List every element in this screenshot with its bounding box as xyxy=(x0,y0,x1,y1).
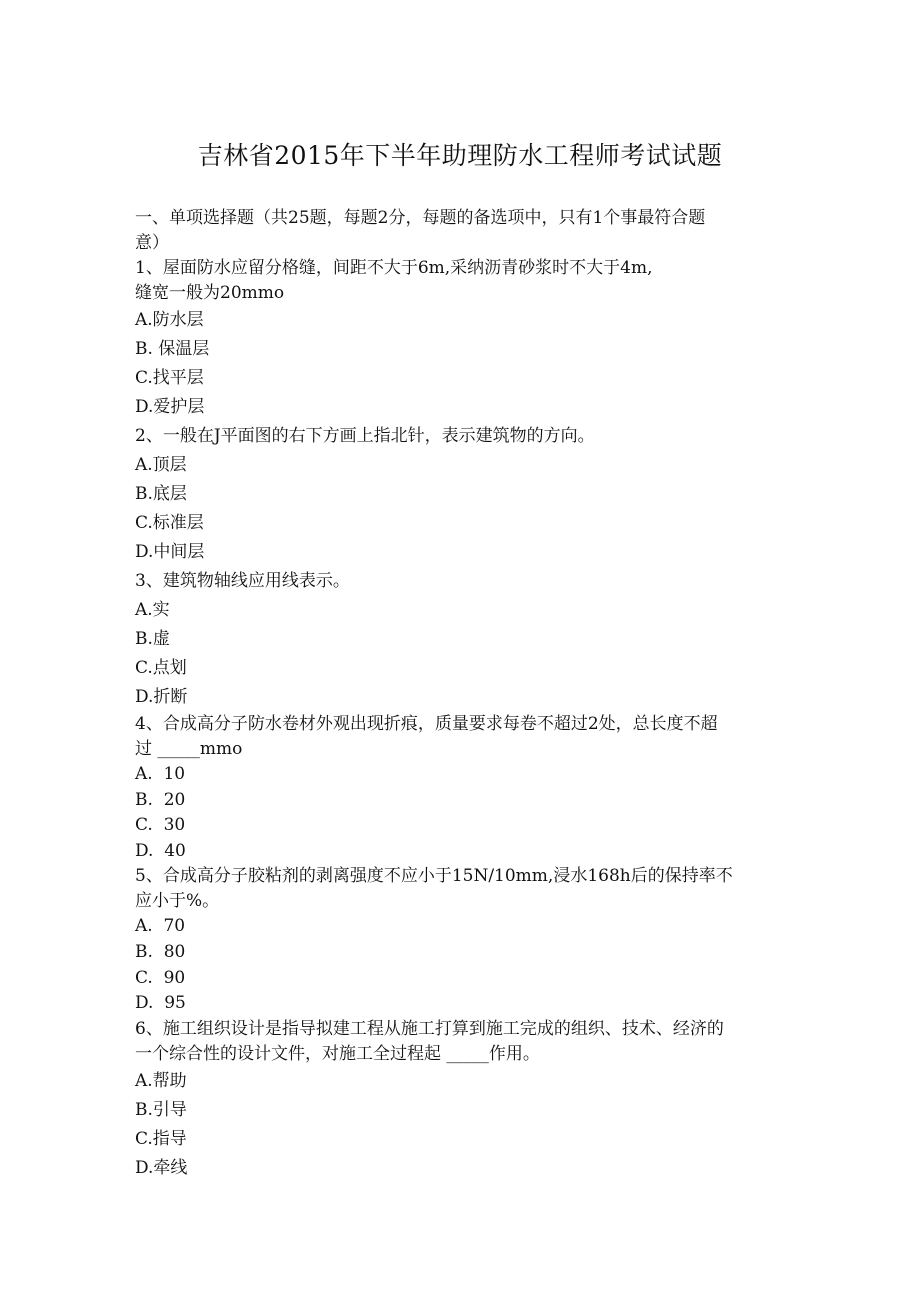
option-c: C.标准层 xyxy=(135,513,204,533)
question-stem: 5、合成高分子胶粘剂的剥离强度不应小于15N/10mm,浸水168h后的保持率不 xyxy=(135,866,733,887)
option-d: D. 40 xyxy=(135,840,186,861)
question-stem: 缝宽一般为20mmo xyxy=(135,283,285,303)
option-a: A.顶层 xyxy=(135,455,187,475)
option-c: C. 30 xyxy=(135,815,186,836)
option-d: D. 95 xyxy=(135,993,186,1014)
option-a: A.帮助 xyxy=(135,1070,187,1091)
question-stem: 应小于%。 xyxy=(135,891,220,912)
question-1 xyxy=(135,256,785,422)
option-c: C. 90 xyxy=(135,967,186,988)
option-b: B.虚 xyxy=(135,629,170,649)
question-2 xyxy=(135,422,785,567)
option-b: B. 保温层 xyxy=(135,339,210,359)
question-stem: 一个综合性的设计文件，对施工全过程起 _____作用。 xyxy=(135,1043,540,1064)
section-heading xyxy=(135,206,785,256)
question-stem: 4、合成高分子防水卷材外观出现折痕，质量要求每卷不超过2处，总长度不超 xyxy=(135,714,718,734)
question-stem: 3、建筑物轴线应用线表示。 xyxy=(135,571,350,591)
option-d: D.折断 xyxy=(135,687,188,707)
option-c: C.找平层 xyxy=(135,368,204,388)
question-3 xyxy=(135,567,785,712)
option-a: A.防水层 xyxy=(135,310,204,330)
option-b: B.引导 xyxy=(135,1099,187,1120)
option-c: C.点划 xyxy=(135,658,187,678)
question-5 xyxy=(135,864,785,1016)
question-stem: 1、屋面防水应留分格缝，间距不大于6m,采纳沥青砂浆时不大于4m, xyxy=(135,258,653,278)
option-d: D.爱护层 xyxy=(135,397,205,417)
document-body xyxy=(135,206,785,1183)
option-d: D.中间层 xyxy=(135,542,205,562)
option-a: A. 10 xyxy=(135,764,186,784)
question-6 xyxy=(135,1017,785,1183)
option-b: B. 80 xyxy=(135,941,186,962)
option-d: D.牵线 xyxy=(135,1157,188,1178)
document-title: 吉林省2015年下半年助理防水工程师考试试题 xyxy=(197,141,723,170)
option-b: B.底层 xyxy=(135,484,187,504)
option-a: A. 70 xyxy=(135,916,186,937)
option-c: C.指导 xyxy=(135,1128,187,1149)
question-4 xyxy=(135,712,785,864)
option-b: B. 20 xyxy=(135,789,186,810)
section-heading-line: 意） xyxy=(135,233,169,253)
question-stem: 2、一般在J平面图的右下方画上指北针，表示建筑物的方向。 xyxy=(135,426,595,446)
section-heading-line: 一、单项选择题（共25题，每题2分，每题的备选项中，只有1个事最符合题 xyxy=(135,208,706,228)
question-stem: 过 _____mmo xyxy=(135,739,243,759)
option-a: A.实 xyxy=(135,600,170,620)
question-stem: 6、施工组织设计是指导拟建工程从施工打算到施工完成的组织、技术、经济的 xyxy=(135,1018,724,1039)
